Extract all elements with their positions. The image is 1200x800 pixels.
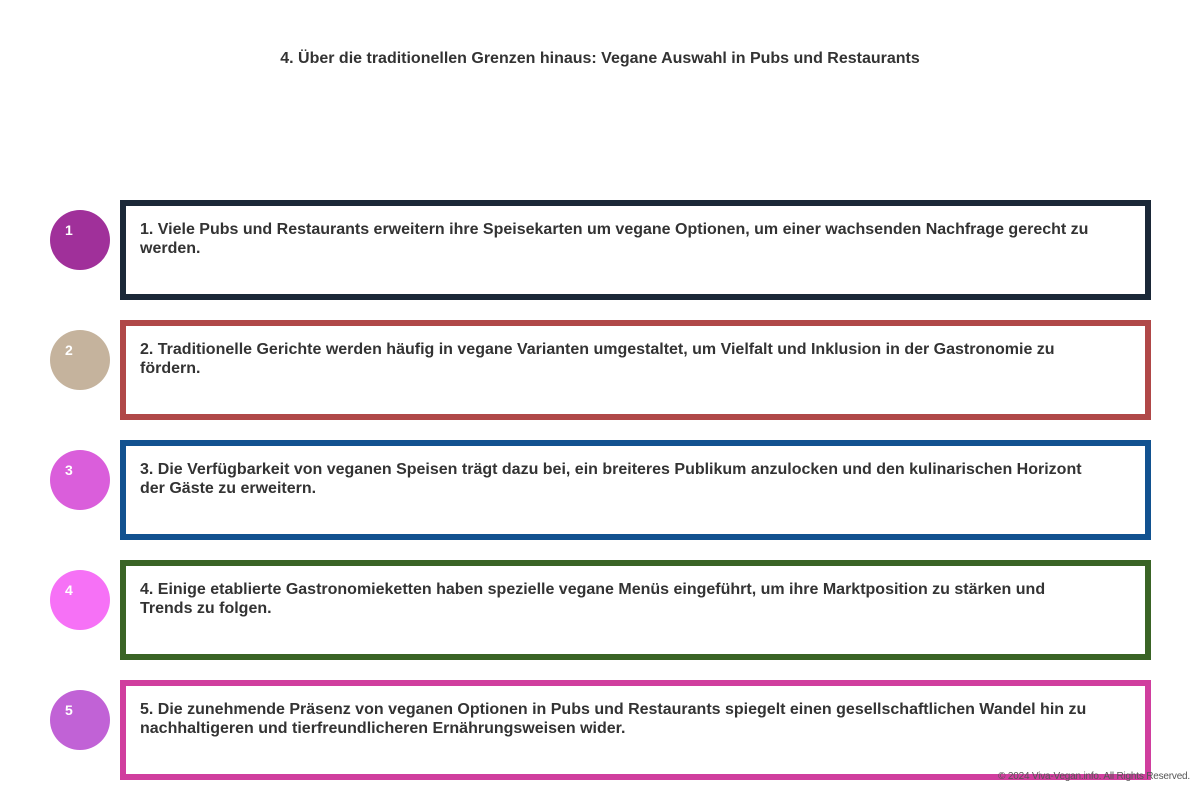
text-box-content: 2. Traditionelle Gerichte werden häufig in vegane Varianten umgestaltet, um Vielfalt und Inklusion in der Gastronomie zu fördern. — [140, 341, 1055, 377]
text-box — [120, 680, 1151, 780]
number-badge-label: 3 — [65, 462, 73, 478]
text-box — [120, 440, 1151, 540]
list-item — [0, 200, 1200, 300]
number-badge — [50, 570, 110, 630]
number-badge — [50, 330, 110, 390]
text-box-content: 5. Die zunehmende Präsenz von veganen Optionen in Pubs und Restaurants spiegelt einen gesellschaftlichen Wandel hin zu nachhaltigeren und tierfreundlicheren Ernährungsweisen wider. — [140, 701, 1087, 737]
text-box — [120, 200, 1151, 300]
text-box-content: 1. Viele Pubs und Restaurants erweitern ihre Speisekarten um vegane Optionen, um einer wachsenden Nachfrage gerecht zu werden. — [140, 221, 1089, 257]
number-badge — [50, 690, 110, 750]
text-box-content: 4. Einige etablierte Gastronomieketten haben spezielle vegane Menüs eingeführt, um ihre Marktposition zu stärken und Trends zu folgen. — [140, 581, 1046, 617]
number-badge-label: 4 — [65, 582, 73, 598]
text-box — [120, 560, 1151, 660]
number-badge-label: 2 — [65, 342, 73, 358]
page-title: 4. Über die traditionellen Grenzen hinaus: Vegane Auswahl in Pubs und Restaurants — [280, 50, 920, 67]
number-badge-label: 5 — [65, 702, 73, 718]
number-badge — [50, 210, 110, 270]
copyright-footer: © 2024 Viva-Vegan.info. All Rights Reserved. — [998, 771, 1190, 782]
text-box — [120, 320, 1151, 420]
number-badge — [50, 450, 110, 510]
list-item — [0, 440, 1200, 540]
list-item — [0, 320, 1200, 420]
list-item — [0, 560, 1200, 660]
number-badge-label: 1 — [65, 222, 73, 238]
text-box-content: 3. Die Verfügbarkeit von veganen Speisen trägt dazu bei, ein breiteres Publikum anzulocken und den kulinarischen Horizont der Gäste zu erweitern. — [140, 461, 1082, 497]
list-item — [0, 680, 1200, 780]
